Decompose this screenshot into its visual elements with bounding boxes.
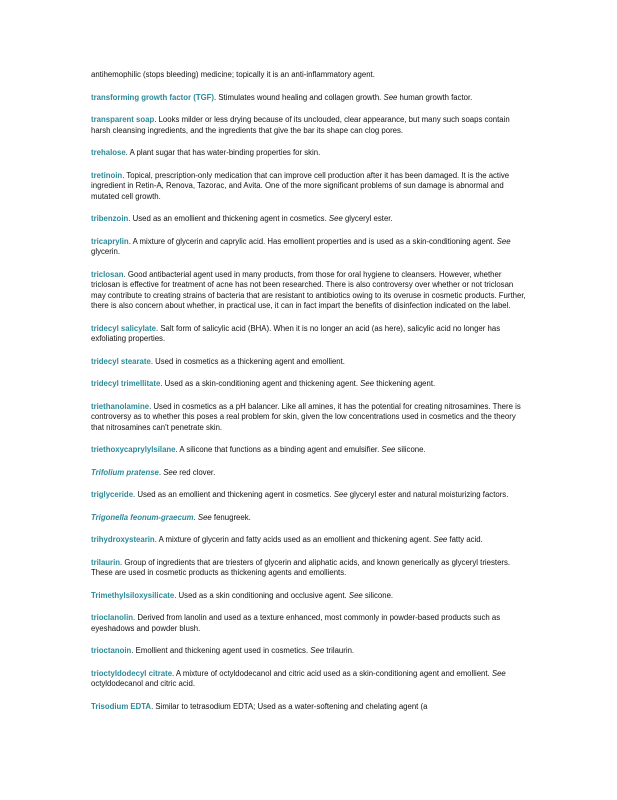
glossary-entry (91, 237, 527, 258)
glossary-entry (91, 558, 527, 579)
glossary-entry (91, 613, 527, 634)
entry-definition: . Stimulates wound healing and collagen growth. (214, 92, 384, 102)
entry-term: Trimethylsiloxysilicate (91, 590, 175, 600)
see-label: See (360, 379, 375, 388)
see-reference: fatty acid. (447, 535, 483, 544)
glossary-entry (91, 379, 527, 390)
see-label: See (433, 535, 448, 544)
see-reference: glyceryl ester and natural moisturizing factors. (347, 490, 509, 499)
entry-definition: . Used as a skin conditioning and occlusive agent. (174, 590, 349, 600)
entry-definition: . (158, 467, 164, 477)
glossary-entry (91, 214, 527, 225)
see-reference: human growth factor. (397, 92, 473, 102)
entry-term: trioctyldodecyl citrate (91, 668, 173, 678)
entry-term: trihydroxystearin (91, 535, 155, 544)
entry-term: trioclanolin (91, 613, 134, 622)
glossary-entries (91, 93, 527, 713)
glossary-entry (91, 324, 527, 345)
entry-definition: . A plant sugar that has water-binding properties for skin. (125, 148, 321, 157)
glossary-entry (91, 445, 527, 456)
see-label: See (333, 490, 348, 499)
entry-definition: . A silicone that functions as a binding agent and emulsifier. (175, 445, 382, 454)
entry-term: triethanolamine (91, 401, 150, 411)
entry-term: tretinoin (91, 170, 123, 180)
entry-term: Trifolium pratense (91, 467, 159, 477)
entry-term: trioctanoin (91, 646, 132, 655)
glossary-entry (91, 357, 527, 368)
entry-definition: . Derived from lanolin and used as a texture enhanced, most commonly in powder-based products such as eyeshadows and powder blush. (91, 613, 501, 633)
see-label: See (197, 512, 212, 522)
entry-term: triethoxycaprylylsilane (91, 445, 176, 454)
entry-definition: . A mixture of glycerin and fatty acids used as an emollient and thickening agent. (154, 535, 434, 544)
see-reference: trilaurin. (324, 646, 355, 655)
entry-definition: . Used as an emollient and thickening agent in cosmetics. (128, 214, 329, 223)
see-label: See (348, 590, 363, 600)
entry-term: trilaurin (91, 557, 121, 567)
see-label: See (163, 467, 178, 477)
glossary-entry (91, 171, 527, 203)
entry-term: trehalose (91, 148, 126, 157)
entry-term: transforming growth factor (TGF) (91, 92, 215, 102)
entry-term: tridecyl salicylate (91, 323, 157, 333)
entry-definition: . Looks milder or less drying because of its unclouded, clear appearance, but many such soaps contain harsh cleansing ingredients, and the ingredients that give the bar its shape can clog pores. (91, 115, 510, 135)
entry-definition: . Emollient and thickening agent used in cosmetics. (131, 646, 311, 655)
glossary-entry (91, 513, 527, 524)
glossary-entry (91, 490, 527, 501)
entry-term: Trisodium EDTA (91, 701, 152, 711)
entry-term: tricaprylin (91, 236, 129, 246)
entry-definition: . Used as a skin-conditioning agent and thickening agent. (160, 379, 361, 388)
entry-term: transparent soap (91, 115, 155, 124)
entry-term: tribenzoin (91, 214, 129, 223)
glossary-entry (91, 535, 527, 546)
glossary-entry (91, 115, 527, 136)
entry-term: tridecyl stearate (91, 356, 151, 366)
glossary-lead-text (91, 70, 527, 81)
entry-definition: . Similar to tetrasodium EDTA; Used as a water-softening and chelating agent (a (151, 701, 428, 711)
see-reference: silicone. (395, 445, 426, 454)
glossary-entry (91, 468, 527, 479)
see-reference: glycerin. (91, 247, 121, 256)
lead-text: antihemophilic (stops bleeding) medicine; topically it is an anti-inflammatory agent. (91, 70, 375, 79)
entry-definition: . (193, 512, 198, 522)
see-label: See (491, 668, 506, 678)
glossary-entry (91, 148, 527, 159)
see-reference: fenugreek. (211, 512, 251, 522)
entry-term: tridecyl trimellitate (91, 379, 161, 388)
entry-term: Trigonella feonum-graecum (91, 512, 194, 522)
see-reference: red clover. (177, 467, 216, 477)
entry-term: triclosan (91, 269, 124, 279)
entry-definition: . A mixture of octyldodecanol and citric acid used as a skin-conditioning agent and emollient. (172, 668, 492, 678)
glossary-entry (91, 702, 527, 713)
entry-definition: . Topical, prescription-only medication that can improve cell production after it has been damaged. It is the active ingredient in Retin-A, Renova, Tazorac, and Avita. One of the more significant problems of sun damage is abnormal and mutated cell growth. (91, 170, 510, 201)
see-label: See (328, 214, 343, 223)
glossary-entry (91, 270, 527, 312)
see-label: See (496, 236, 511, 246)
entry-definition: . Good antibacterial agent used in many products, from those for oral hygiene to cleansers. However, whether triclosan is effective for treatment of acne has not been researched. There is also controversy over whether or not triclosan may contribute to creating strains of bacteria that are resistant to antibiotics owing to its overuse in cosmetic products. Further, there is also concern about whether, in practical use, it can in fact impart the benefits of disinfection indicated on the label. (91, 269, 526, 310)
see-reference: silicone. (362, 590, 394, 600)
glossary-content (91, 70, 527, 724)
see-label: See (310, 646, 325, 655)
see-reference: octyldodecanol and citric acid. (91, 679, 196, 688)
entry-definition: . Group of ingredients that are triesters of glycerin and aliphatic acids, and known generically as glyceryl triesters. These are used in cosmetic products as thickening agents and emollients. (91, 557, 511, 577)
entry-definition: . Used in cosmetics as a thickening agent and emollient. (150, 356, 345, 366)
entry-term: triglyceride (91, 490, 134, 499)
see-label: See (383, 92, 398, 102)
glossary-entry (91, 402, 527, 434)
entry-definition: . Used in cosmetics as a pH balancer. Like all amines, it has the potential for creating nitrosamines. There is controversy as to whether this poses a real problem for skin, given the low concentrations used in cosmetics and the theory that nitrosamines can't penetrate skin. (91, 401, 521, 432)
glossary-entry (91, 669, 527, 690)
glossary-entry (91, 646, 527, 657)
entry-definition: . A mixture of glycerin and caprylic acid. Has emollient properties and is used as a skin-conditioning agent. (128, 236, 497, 246)
glossary-entry (91, 591, 527, 602)
entry-definition: . Salt form of salicylic acid (BHA). When it is no longer an acid (as here), salicylic acid no longer has exfoliating properties. (91, 323, 501, 343)
see-reference: glyceryl ester. (342, 214, 393, 223)
glossary-entry (91, 93, 527, 104)
entry-definition: . Used as an emollient and thickening agent in cosmetics. (133, 490, 334, 499)
see-reference: thickening agent. (374, 379, 436, 388)
see-label: See (381, 445, 396, 454)
